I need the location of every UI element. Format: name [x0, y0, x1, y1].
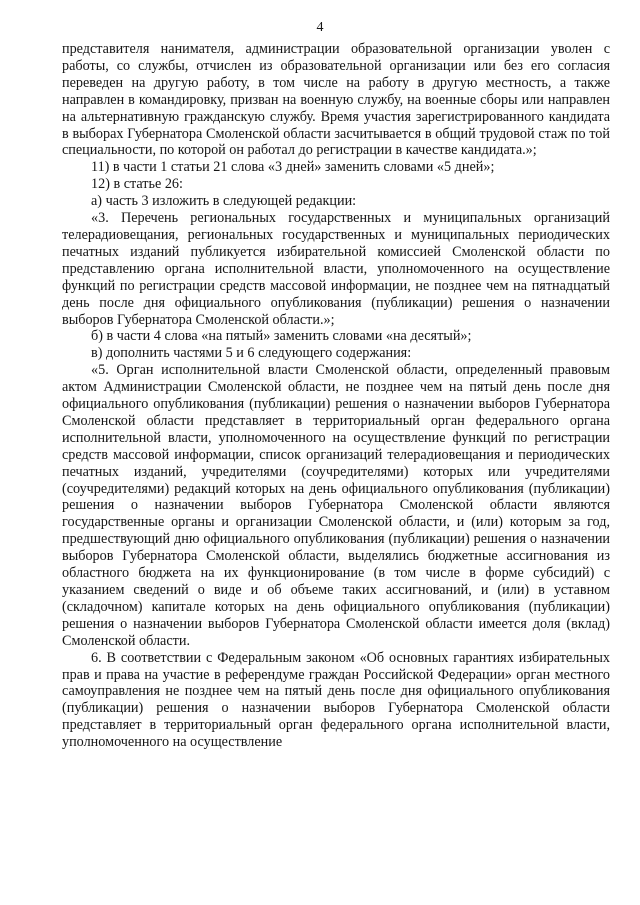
paragraph-part-5: «5. Орган исполнительной власти Смоленской области, определенный правовым актом Администрации Смоленской области, не позднее чем на пятый день после дня официального опубликования (публикации) решения о назначении выборов Губернатора Смоленской области представляет в территориальный орган федерального органа исполнительной власти, уполномоченного на осуществление функций по регистрации средств массовой информации, список организаций телерадиовещания и периодических печатных изданий, учредителями (соучредителями) которых или учредителями (соучредителями) редакций которых на день официального опубликования (публикации) решения о назначении выборов Губернатора Смоленской области являются государственные органы и организации Смоленской области, и (или) которым за год, предшествующий дню официального опубликования (публикации) решения о назначении выборов Губернатора Смоленской области, выделялись бюджетные ассигнования из областного бюджета на их функционирование (в том числе в форме субсидий) с указанием сведений о виде и об объеме таких ассигнований, и (или) в уставном (складочном) капитале которых на день официального опубликования (публикации) решения о назначении выборов Губернатора Смоленской области имеется доля (вклад) Смоленской области. [62, 362, 610, 649]
paragraph-subitem-a: а) часть 3 изложить в следующей редакции: [91, 193, 357, 210]
page-number: 4 [316, 20, 324, 35]
paragraph-item-11: 11) в части 1 статьи 21 слова «3 дней» заменить словами «5 дней»; [91, 159, 495, 176]
paragraph-continuation: представителя нанимателя, администрации образовательной организации уволен с работы, со службы, отчислен из образовательной организации или без его согласия переведен на другую работу, в том числе на работу в другую местность, а также направлен в командировку, призван на военную службу, на военные сборы или направлен на альтернативную гражданскую службу. Время участия зарегистрированного кандидата в выборах Губернатора Смоленской области засчитывается в общий трудовой стаж по той специальности, по которой он работал до регистрации в качестве кандидата.»; [62, 41, 610, 159]
paragraph-item-12: 12) в статье 26: [91, 176, 183, 193]
paragraph-part-3: «3. Перечень региональных государственных и муниципальных организаций телерадиовещания, региональных государственных и муниципальных периодических печатных изданий публикуется избирательной комиссией Смоленской области по представлению органа исполнительной власти, уполномоченного на осуществление функций по регистрации средств массовой информации, не позднее чем на пятнадцатый день после дня официального опубликования (публикации) решения о назначении выборов Губернатора Смоленской области.»; [62, 210, 610, 328]
document-body [62, 41, 610, 751]
paragraph-subitem-v: в) дополнить частями 5 и 6 следующего содержания: [91, 345, 412, 362]
paragraph-subitem-b: б) в части 4 слова «на пятый» заменить словами «на десятый»; [91, 328, 472, 345]
paragraph-part-6: 6. В соответствии с Федеральным законом «Об основных гарантиях избирательных прав и права на участие в референдуме граждан Российской Федерации» орган местного самоуправления не позднее чем на пятый день после дня официального опубликования (публикации) решения о назначении выборов Губернатора Смоленской области представляет в территориальный орган федерального органа исполнительной власти, уполномоченного на осуществление [62, 649, 610, 751]
